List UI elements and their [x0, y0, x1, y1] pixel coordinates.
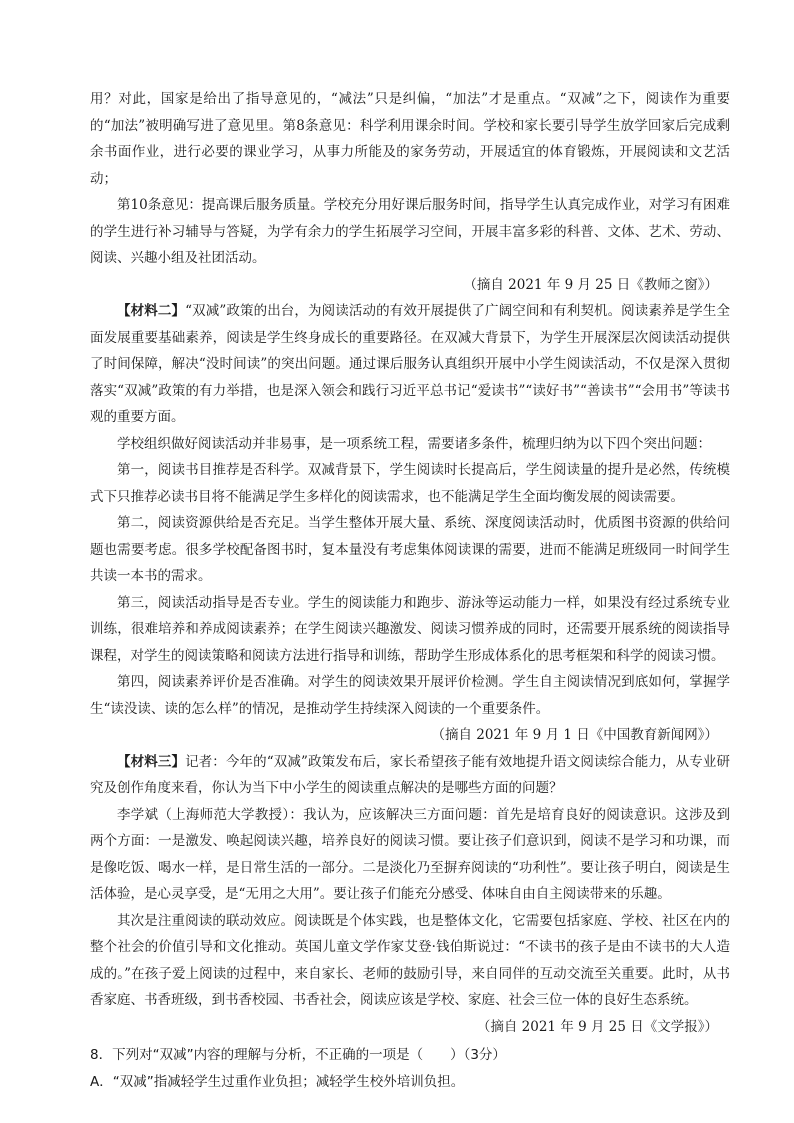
source-citation-2: （摘自 2021 年 9 月 1 日《中国教育新闻网》）: [431, 727, 718, 743]
source-citation-3: （摘自 2021 年 9 月 25 日《文学报》）: [476, 1018, 718, 1035]
material-2-text: “双减”政策的出台，为阅读活动的有效开展提供了广阔空间和有利契机。阅读素养是学生全面发展重要基础素养，阅读是学生终身成长的重要路径。在双减大背景下，为学生开展深层次阅读活动提供了时间保障，解决“没时间读”的突出问题。通过课后服务认真组织开展中小学生阅读活动，不仅是深入贯彻落实“双减”政策的有力举措，也是深入领会和践行习近平总书记“爱读书”“读好书”“善读书”“会用书”等读书观的重要方面。: [90, 303, 730, 425]
document-page: [90, 86, 730, 1095]
material-2-paragraph-4: 第二，阅读资源供给是否充足。当学生整体开展大量、系统、深度阅读活动时，优质图书资源的供给问题也需要考虑。很多学校配备图书时，复本量没有考虑集体阅读课的需要，进而不能满足班级同一时间学生共读一本书的需求。: [90, 515, 730, 584]
material-3-label: 【材料三】: [117, 753, 186, 770]
material-2-paragraph-6: 第四，阅读素养评价是否准确。对学生的阅读效果开展评价检测。学生自主阅读情况到底如何，掌握学生“读没读、读的怎么样”的情况，是推动学生持续深入阅读的一个重要条件。: [90, 674, 730, 717]
material-2-paragraph-1: [90, 298, 730, 431]
paragraph-intro: 用？对此，国家是给出了指导意见的，“减法”只是纠偏，“加法”才是重点。“双减”之下，阅读作为重要的“加法”被明确写进了意见里。第8条意见：科学利用课余时间。学校和家长要引导学生放学回家后完成剩余书面作业，进行必要的课业学习，从事力所能及的家务劳动，开展适宜的体育锻炼，开展阅读和文艺活动；: [90, 91, 730, 187]
material-3-paragraph-2: 李学斌（上海师范大学教授）：我认为，应该解决三方面问题：首先是培育良好的阅读意识。这涉及到两个方面：一是激发、唤起阅读兴趣，培养良好的阅读习惯。要让孩子们意识到，阅读不是学习和功课，而是像吃饭、喝水一样，是日常生活的一部分。二是淡化乃至摒弃阅读的“功利性”。要让孩子明白，阅读是生活体验，是心灵享受，是“无用之大用”。要让孩子们能充分感受、体味自由自主阅读带来的乐趣。: [90, 806, 730, 902]
material-3-text: 记者：今年的“双减”政策发布后，家长希望孩子能有效地提升语文阅读综合能力，从专业研究及创作角度来看，你认为当下中小学生的阅读重点解决的是哪些方面的问题？: [90, 753, 730, 796]
material-2-label: 【材料二】: [117, 303, 186, 319]
paragraph-opinion-10: 第10条意见：提高课后服务质量。学校充分用好课后服务时间，指导学生认真完成作业，对学习有困难的学生进行补习辅导与答疑，为学有余力的学生拓展学习空间，开展丰富多彩的科普、文体、艺术、劳动、阅读、兴趣小组及社团活动。: [90, 197, 730, 266]
material-2-paragraph-5: 第三，阅读活动指导是否专业。学生的阅读能力和跑步、游泳等运动能力一样，如果没有经过系统专业训练，很难培养和养成阅读素养；在学生阅读兴趣激发、阅读习惯养成的同时，还需要开展系统的阅读指导课程，对学生的阅读策略和阅读方法进行指导和训练，帮助学生形成体系化的思考框架和科学的阅读习惯。: [90, 594, 730, 664]
source-citation-1: （摘自 2021 年 9 月 25 日《教师之窗》）: [463, 276, 718, 293]
material-2-paragraph-2: 学校组织做好阅读活动并非易事，是一项系统工程，需要诸多条件，梳理归纳为以下四个突出问题：: [117, 435, 711, 452]
material-3-paragraph-1: [90, 749, 730, 802]
material-2-paragraph-3: 第一，阅读书目推荐是否科学。双减背景下，学生阅读时长提高后，学生阅读量的提升是必然，传统模式下只推荐必读书目将不能满足学生多样化的阅读需求，也不能满足学生全面均衡发展的阅读需要。: [90, 462, 730, 505]
material-3-paragraph-3: 其次是注重阅读的联动效应。阅读既是个体实践，也是整体文化，它需要包括家庭、学校、社区在内的整个社会的价值引导和文化推动。英国儿童文学作家艾登·钱伯斯说过：“不读书的孩子是由不读书的大人造成的。”在孩子爱上阅读的过程中，来自家长、老师的鼓励引导，来自同伴的互动交流至关重要。此时，从书香家庭、书香班级，到书香校园、书香社会，阅读应该是学校、家庭、社会三位一体的良好生态系统。: [90, 912, 730, 1008]
question-8: 8．下列对“双减”内容的理解与分析，不正确的一项是（ ）（3分）: [90, 1047, 506, 1063]
question-8-option-a: A．“双减”指减轻学生过重作业负担；减轻学生校外培训负担。: [90, 1073, 465, 1090]
